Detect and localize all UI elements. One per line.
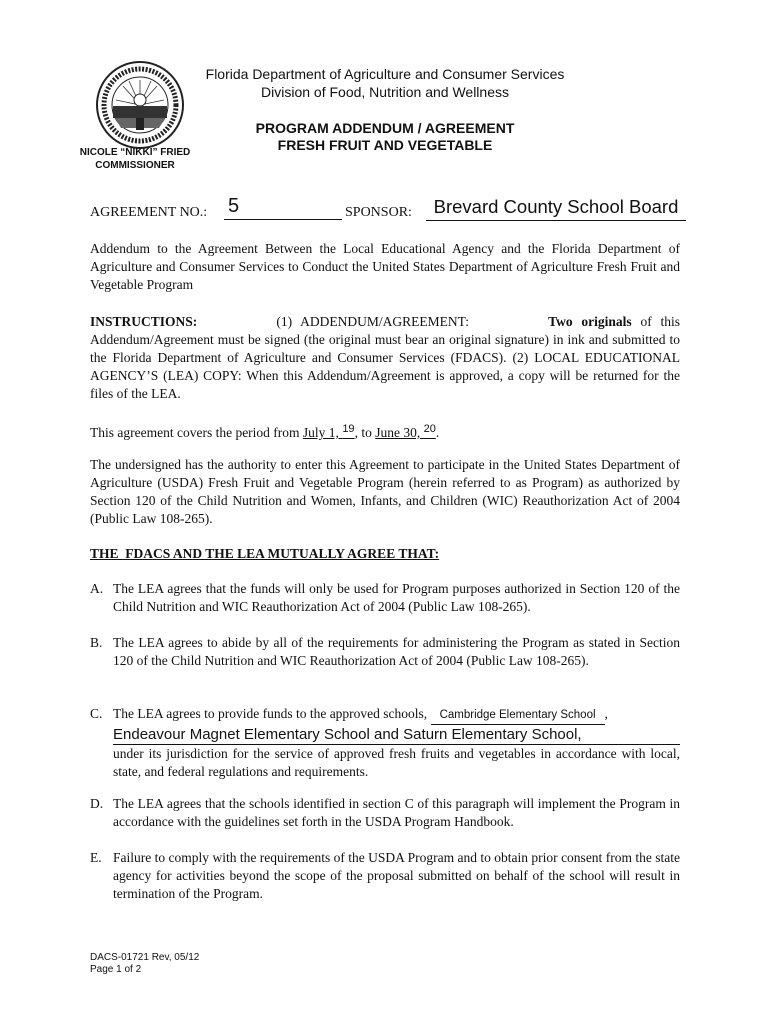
sponsor-field[interactable]: Brevard County School Board: [426, 194, 686, 221]
item-b-text: The LEA agrees to abide by all of the requirements for administering the Program as stated in Section 120 of the Child Nutrition and WIC Reauthorization Act of 2004 (Public Law 108-265).: [113, 635, 680, 668]
item-e-text: Failure to comply with the requirements of the USDA Program and to obtain prior consent from the state agency for activities beyond the scope of the proposal submitted on behalf of the school will result in termination of the Program.: [113, 850, 680, 901]
period-suffix: .: [435, 425, 440, 440]
item-c-letter: C.: [90, 706, 103, 721]
period-start: July 1,: [302, 425, 343, 440]
item-a: [90, 580, 680, 616]
item-d-text: The LEA agrees that the schools identified in section C of this paragraph will implement the Program in accordance with the guidelines set forth in the USDA Program Handbook.: [113, 796, 680, 829]
instructions-label: INSTRUCTIONS:: [90, 314, 198, 329]
item-a-letter: A.: [90, 581, 104, 596]
item-c-body: [113, 705, 680, 781]
document-title: PROGRAM ADDENDUM / AGREEMENT: [255, 120, 515, 136]
item-e: [90, 849, 680, 903]
page-number: Page 1 of 2: [90, 964, 142, 975]
period-start-year[interactable]: 19: [342, 423, 355, 435]
agreement-number-field[interactable]: 5: [224, 193, 342, 220]
commissioner-title: COMMISSIONER: [95, 160, 175, 171]
period-end: June 30,: [375, 425, 424, 440]
division-name: Division of Food, Nutrition and Wellness: [261, 84, 509, 100]
item-b-letter: B.: [90, 635, 103, 650]
instructions-part1: (1) ADDENDUM/AGREEMENT:: [276, 314, 469, 329]
approved-school-field-1[interactable]: Cambridge Elementary School: [431, 706, 605, 725]
document-subtitle: FRESH FRUIT AND VEGETABLE: [277, 137, 493, 153]
two-originals: Two originals: [548, 314, 632, 329]
commissioner-name: NICOLE “NIKKI” FRIED: [79, 147, 191, 158]
approved-school-field-2[interactable]: Endeavour Magnet Elementary School and Saturn Elementary School,: [113, 726, 680, 745]
instructions-text: of this Addendum/Agreement must be signed (the original must bear an original signature) in ink and submitted to the Florida Department of Agriculture and Consumer Services (FDACS). (2) LOCAL EDUCATIONAL AGENCY’S (LEA) COPY: When this Addendum/Agreement is approved, a copy will be returned for the files of the LEA.: [90, 314, 681, 401]
item-c: [90, 705, 680, 781]
agreement-number-label: AGREEMENT NO.:: [90, 205, 208, 220]
item-c-text: under its jurisdiction for the service of approved fresh fruits and vegetables in accordance with local, state, and federal regulations and requirements.: [113, 746, 680, 779]
mutual-agreement-heading: THE FDACS AND THE LEA MUTUALLY AGREE THAT:: [90, 546, 440, 561]
period-prefix: This agreement covers the period from: [90, 425, 300, 440]
instructions-paragraph: [90, 313, 680, 403]
item-b: [90, 634, 680, 670]
sponsor-label: SPONSOR:: [345, 205, 412, 220]
period-end-field[interactable]: [375, 425, 436, 440]
department-name: Florida Department of Agriculture and Consumer Services: [205, 66, 565, 82]
period-end-year[interactable]: 20: [423, 423, 436, 435]
authority-paragraph: The undersigned has the authority to enter this Agreement to participate in the United States Department of Agriculture (USDA) Fresh Fruit and Vegetable Program (herein referred to as Program) as authorized by Section 120 of the Child Nutrition and Women, Infants, and Children (WIC) Reauthorization Act of 2004 (Public Law 108-265).: [90, 457, 680, 526]
period-middle: , to: [354, 425, 372, 440]
period-line: [90, 420, 439, 442]
intro-paragraph: Addendum to the Agreement Between the Local Educational Agency and the Florida Department of Agriculture and Consumer Services to Conduct the United States Department of Agriculture Fresh Fruit and Vegetable Program: [90, 241, 680, 292]
item-d: [90, 795, 680, 831]
item-d-letter: D.: [90, 796, 104, 811]
form-id: DACS-01721 Rev, 05/12: [90, 952, 200, 963]
item-c-prefix: The LEA agrees to provide funds to the approved schools,: [113, 706, 428, 721]
item-c-comma: ,: [604, 706, 608, 721]
item-a-text: The LEA agrees that the funds will only be used for Program purposes authorized in Section 120 of the Child Nutrition and WIC Reauthorization Act of 2004 (Public Law 108-265).: [113, 581, 680, 614]
item-e-letter: E.: [90, 850, 102, 865]
period-start-field[interactable]: [303, 425, 355, 440]
